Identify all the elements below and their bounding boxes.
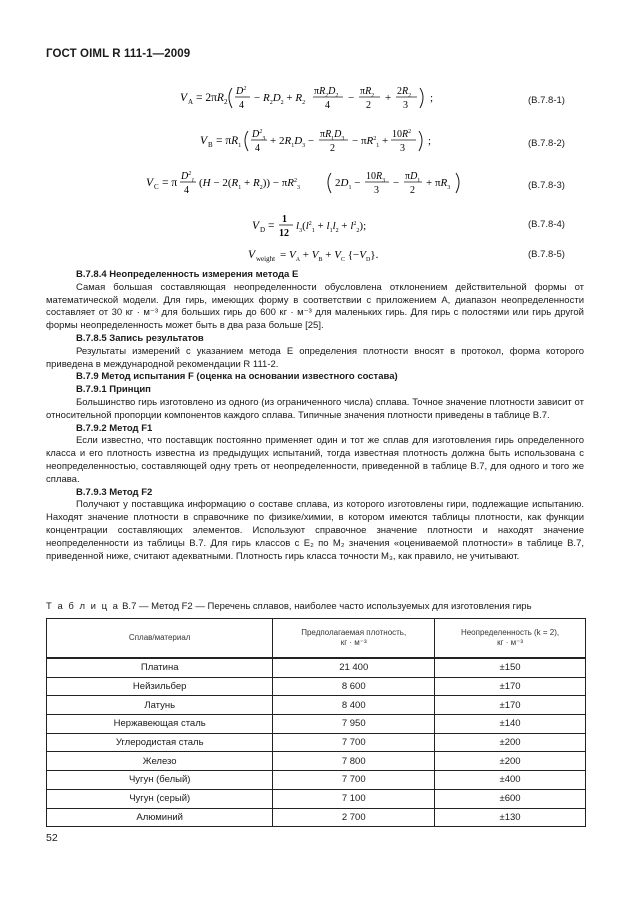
table-caption-text: В.7 — Метод F2 — Перечень сплавов, наиболее часто используемых для изготовления гирь — [122, 601, 532, 612]
svg-text:πR2: $\pi R_2$ — [360, 86, 375, 99]
svg-text:4: 4 — [325, 100, 330, 111]
svg-text:− πR21 +: − $\pi R^2_1$ + — [352, 135, 389, 149]
table-cell: 7 700 — [273, 771, 435, 790]
formula-b-7-8-5 — [248, 243, 398, 268]
paragraph: Если известно, что поставщик постоянно применяет один и тот же сплав для изготовления гирь определенного класса и его плотность известна из предыдущих испытаний, тогда известная плотность должна быть использована с неопределенностью, составляющей одну треть от неопределенности, приведенной в таблице В.7, для одного и того же сплава. — [46, 435, 584, 485]
svg-text:V: V — [200, 135, 208, 147]
table-cell: Латунь — [47, 696, 273, 715]
svg-text:D21: $D^2_1$ — [181, 171, 195, 184]
table-cell: Чугун (белый) — [47, 771, 273, 790]
table-cell: ±150 — [435, 658, 586, 677]
column-header-label: Предполагаемая плотность, — [301, 628, 407, 637]
svg-text:;: ; — [430, 92, 434, 104]
svg-text:3: 3 — [400, 143, 405, 154]
table-cell: ±600 — [435, 789, 586, 808]
svg-text:2: 2 — [366, 100, 371, 111]
table-cell: Платина — [47, 658, 273, 677]
svg-text:4: 4 — [239, 100, 244, 111]
table-caption-label: Т а б л и ц а — [46, 601, 120, 612]
svg-text:= πR1: = $\pi R_1$ — [216, 135, 242, 149]
section-heading: B.7.9.3 Метод F2 — [76, 486, 153, 498]
column-header-label: Сплав/материал — [128, 633, 191, 642]
svg-text:=: = — [268, 220, 275, 232]
table-row — [47, 752, 586, 771]
column-header-unit: кг · м⁻³ — [340, 638, 367, 647]
column-header-label: Неопределенность (k = 2), — [460, 628, 560, 637]
svg-text:D: D — [260, 226, 266, 234]
svg-text:2R2: $2R_2$ — [397, 86, 412, 99]
column-header-uncertainty — [435, 619, 586, 659]
svg-text:4: 4 — [184, 185, 189, 196]
table-header-row — [47, 619, 586, 659]
svg-text:−: − — [348, 92, 355, 104]
formula-b-7-8-2 — [200, 125, 440, 158]
section-heading: B.7.9.2 Метод F1 — [76, 422, 153, 434]
table-cell: ±170 — [435, 677, 586, 696]
svg-text:3: 3 — [403, 100, 408, 111]
svg-text:V: V — [146, 177, 154, 189]
table-cell: ±400 — [435, 771, 586, 790]
svg-text:V: V — [252, 220, 260, 232]
svg-text:12: 12 — [279, 228, 289, 239]
formula-number: (B.7.8-5) — [528, 249, 565, 260]
table-row — [47, 715, 586, 734]
svg-text:C: C — [154, 183, 159, 191]
svg-text:2D1 −: $2D_1$ − — [335, 177, 361, 191]
svg-text:l3(l21 + l1l2 + l22);: $l_3(l^2_1 + l_1l_2 + l^2_2)$; — [296, 220, 367, 234]
svg-text:weight: weight — [256, 255, 276, 263]
formula-b-7-8-1 — [180, 82, 450, 115]
table-row — [47, 808, 586, 827]
table-cell: Железо — [47, 752, 273, 771]
svg-text:V: V — [180, 92, 188, 104]
formula-number: (B.7.8-3) — [528, 180, 565, 191]
svg-text:B: B — [208, 141, 213, 149]
table-cell: 7 700 — [273, 733, 435, 752]
column-header-density — [273, 619, 435, 659]
svg-text:2: 2 — [410, 185, 415, 196]
table-row — [47, 696, 586, 715]
svg-text:πR2D2: $\pi R_2D_2$ — [314, 86, 339, 99]
svg-text:= VA + VB + VC {−VD}.: = $V_A + V_B + V_C$ $\{-V_D\}$. — [280, 249, 379, 263]
formula-b-7-8-3-graphic — [146, 167, 466, 197]
svg-text:−: − — [393, 177, 400, 189]
svg-text:10R2: $10R^2$ — [392, 129, 412, 140]
table-cell: 21 400 — [273, 658, 435, 677]
section-heading: B.7.9.1 Принцип — [76, 384, 151, 396]
paragraph: Большинство гирь изготовлено из одного (из ограниченного числа) сплава. Точное значение плотности зависит от относительной пропорции компонентов каждого сплава. Типичные значения плотности приведены в таблице В.7. — [46, 396, 584, 421]
svg-text:= 2πR: = 2πR — [196, 92, 224, 104]
column-header-material — [47, 619, 273, 659]
formula-b-7-8-5-graphic — [248, 243, 398, 265]
formula-number: (B.7.8-1) — [528, 95, 565, 106]
svg-text:10R3: $10R_3$ — [366, 171, 386, 184]
formula-number: (B.7.8-4) — [528, 219, 565, 230]
table-cell: ±200 — [435, 733, 586, 752]
body-text — [46, 269, 584, 563]
svg-text:2: 2 — [330, 143, 335, 154]
formula-b-7-8-4 — [252, 210, 382, 243]
svg-text:;: ; — [428, 135, 432, 147]
svg-text:A: A — [188, 98, 194, 106]
table-row — [47, 733, 586, 752]
svg-text:πR1D3: $\pi R_1D_3$ — [320, 129, 345, 142]
formula-b-7-8-1-graphic — [180, 82, 450, 112]
table-row — [47, 658, 586, 677]
svg-text:(H − 2(R1 + R2)) − πR23: $(H - 2(R_1 + R_2)) - \pi R^2_3$ — [199, 177, 301, 191]
table-cell: ±200 — [435, 752, 586, 771]
section-heading: B.7.8.5 Запись результатов — [76, 332, 204, 344]
table-cell: 2 700 — [273, 808, 435, 827]
formula-b-7-8-3 — [146, 167, 466, 200]
svg-text:− R2D2 + R2: − $R_2D_2 + R_2$ — [254, 92, 306, 106]
document-header: ГОСТ OIML R 111-1—2009 — [46, 48, 191, 60]
page-number: 52 — [46, 832, 58, 844]
svg-text:D23: $D^2_3$ — [252, 129, 266, 142]
table-row — [47, 771, 586, 790]
table-cell: 7 100 — [273, 789, 435, 808]
svg-text:4: 4 — [255, 143, 260, 154]
table-cell: Алюминий — [47, 808, 273, 827]
table-cell: ±170 — [435, 696, 586, 715]
table-cell: 8 600 — [273, 677, 435, 696]
table-row — [47, 677, 586, 696]
paragraph: Самая большая составляющая неопределенности обусловлена отклонением действительной формы от математической модели. Для гирь, имеющих форму в соответствии с приложением А, диапазон неопределенности составляет от 30 кг · м⁻³ для больших гирь до 600 кг · м⁻³ для маленьких гирь. Для гирь с полостями или гирь другой формы неопределенность может быть в два раза больше [25]. — [46, 281, 584, 332]
table-row — [47, 789, 586, 808]
section-heading: B.7.8.4 Неопределенность измерения метода Е — [76, 269, 299, 280]
table-cell: ±130 — [435, 808, 586, 827]
table-cell: Нержавеющая сталь — [47, 715, 273, 734]
svg-text:V: V — [248, 249, 256, 261]
svg-text:πD1: $\pi D_1$ — [405, 171, 421, 184]
svg-text:D2: $D^2$ — [236, 86, 247, 97]
svg-text:3: 3 — [374, 185, 379, 196]
table-caption — [46, 601, 586, 612]
table-cell: 7 800 — [273, 752, 435, 771]
table-cell: Углеродистая сталь — [47, 733, 273, 752]
column-header-unit: кг · м⁻³ — [497, 638, 523, 647]
table-cell: Нейзильбер — [47, 677, 273, 696]
paragraph: Результаты измерений с указанием метода Е определения плотности вносят в протокол, форма которого приведена в международной рекомендации R 111-2. — [46, 345, 584, 370]
table-cell: 8 400 — [273, 696, 435, 715]
table-cell: 7 950 — [273, 715, 435, 734]
alloys-table — [46, 618, 586, 827]
svg-text:= π: = π — [162, 177, 178, 189]
svg-text:+ πR3: + $\pi R_3$ — [426, 177, 451, 191]
formula-number: (B.7.8-2) — [528, 138, 565, 149]
paragraph: Получают у поставщика информацию о составе сплава, из которого изготовлены гири, подлежащие испытанию. Находят значение плотности в справочнике по физике/химии, в котором имеются таблицы плотности, как функции концентрации составляющих элементов. Используют справочное значение плотности и находят значение неопределенности из таблицы В.7. Для гирь классов с E₂ по M₂ значения «оцениваемой плотности» в таблице В.7, приведенной ниже, считают адекватными. Плотность гирь класса точности M₃, как правило, не учитывают. — [46, 499, 584, 562]
table-cell: Чугун (серый) — [47, 789, 273, 808]
formula-b-7-8-2-graphic — [200, 125, 440, 155]
svg-text:+: + — [385, 92, 392, 104]
section-heading: B.7.9 Метод испытания F (оценка на основании известного состава) — [76, 371, 398, 383]
table-cell: ±140 — [435, 715, 586, 734]
svg-text:1: 1 — [282, 214, 287, 225]
formula-b-7-8-4-graphic — [252, 210, 382, 240]
svg-text:+ 2R1D3 −: + $2R_1D_3$ − — [270, 135, 315, 149]
svg-text:2: 2 — [224, 98, 228, 106]
